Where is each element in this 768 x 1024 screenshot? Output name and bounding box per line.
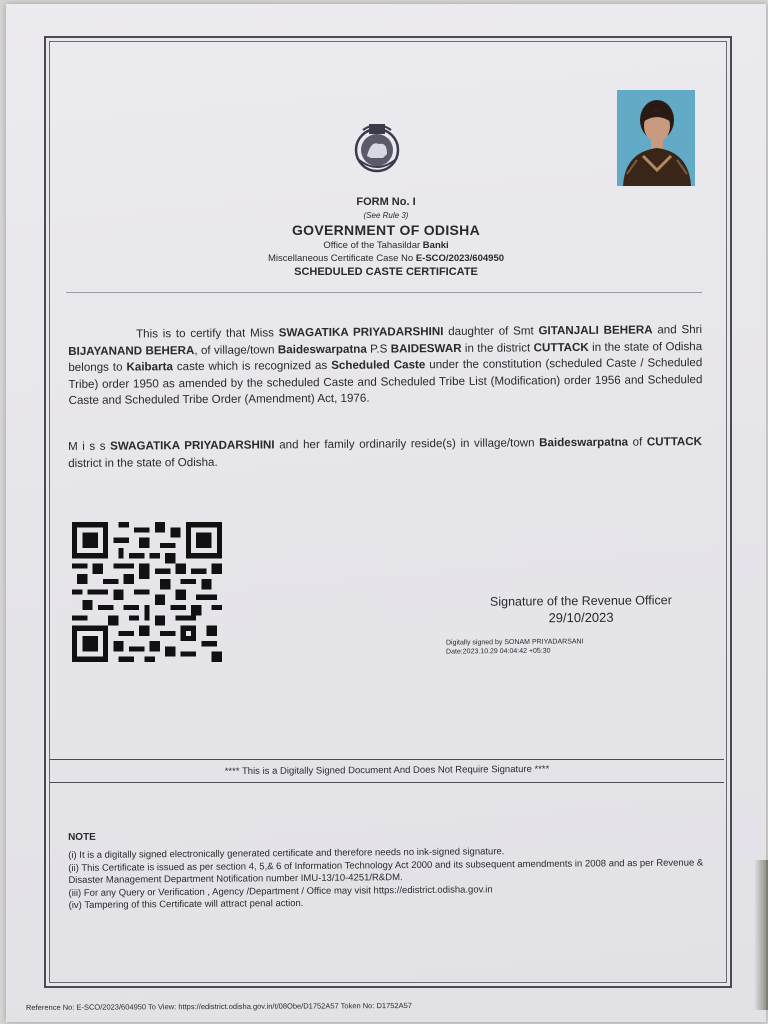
- banner-text: **** This is a Digitally Signed Document And Does Not Require Signature ****: [224, 763, 550, 778]
- qr-code: [72, 522, 222, 662]
- note-item: (i) It is a digitally signed electronically generated certificate and therefore needs no ink-signed signature.: [68, 846, 505, 862]
- applicant-photo: [617, 90, 695, 186]
- issuing-office: Office of the Tahasildar Banki: [323, 240, 449, 251]
- note-item: (iv) Tampering of this Certificate will attract penal action.: [68, 897, 304, 912]
- note-item: (iii) For any Query or Verification , Agency /Department / Office may visit https://edistrict.odisha.gov.in: [68, 883, 493, 899]
- signature-block: [466, 593, 696, 626]
- government-title: GOVERNMENT OF ODISHA: [291, 222, 480, 238]
- edge-shadow: [754, 860, 768, 1010]
- signatory-title: Signature of the Revenue Officer: [489, 593, 672, 609]
- note-item: (ii) This Certificate is issued as per section 4, 5,& 6 of Information Technology Act 2000 and its subsequent amendments in 2008 and as per Revenue & Disaster Management Department Notification number IMU-13/10-4251/R&DM.: [68, 857, 704, 887]
- certificate-title: SCHEDULED CASTE CERTIFICATE: [294, 266, 478, 278]
- case-number: Miscellaneous Certificate Case No E-SCO/2023/604950: [267, 253, 505, 264]
- rule-reference: (See Rule 3): [363, 211, 409, 220]
- signature-date: 29/10/2023: [548, 609, 614, 626]
- certificate-paper: [6, 4, 766, 1022]
- form-number: FORM No. I: [356, 196, 416, 208]
- residence-paragraph: M i s s SWAGATIKA PRIYADARSHINI and her family ordinarily reside(s) in village/town Baideswarpatna of CUTTACK district in the state of Odisha.: [68, 435, 703, 470]
- notes-section: [68, 826, 709, 912]
- digital-signature-info: Digitally signed by SONAM PRIYADARSANI Date:2023.10.29 04:04:42 +05:30: [445, 638, 584, 656]
- digital-sign-banner: [50, 759, 724, 783]
- odisha-emblem-icon: [351, 116, 403, 174]
- reference-footer: Reference No: E-SCO/2023/604950 To View: https://edistrict.odisha.gov.in/t/08Obe/D1752A57 Token No: D1752A57: [25, 1000, 412, 1013]
- header-divider: [66, 292, 702, 293]
- note-heading: NOTE: [68, 831, 96, 843]
- certification-paragraph: This is to certify that Miss SWAGATIKA PRIYADARSHINI daughter of Smt GITANJALI BEHERA and Shri BIJAYANAND BEHERA, of village/town Baideswarpatna P.S BAIDESWAR in the district CUTTACK in the state of Odisha belongs to Kaibarta caste which is recognized as Scheduled Caste under the constitution (scheduled Caste / Scheduled Tribe) order 1950 as amended by the scheduled Caste and Scheduled Tribe List (Modification) order 1956 and Scheduled Caste and Scheduled Tribe Order (Amendment) Act, 1976.: [68, 323, 703, 407]
